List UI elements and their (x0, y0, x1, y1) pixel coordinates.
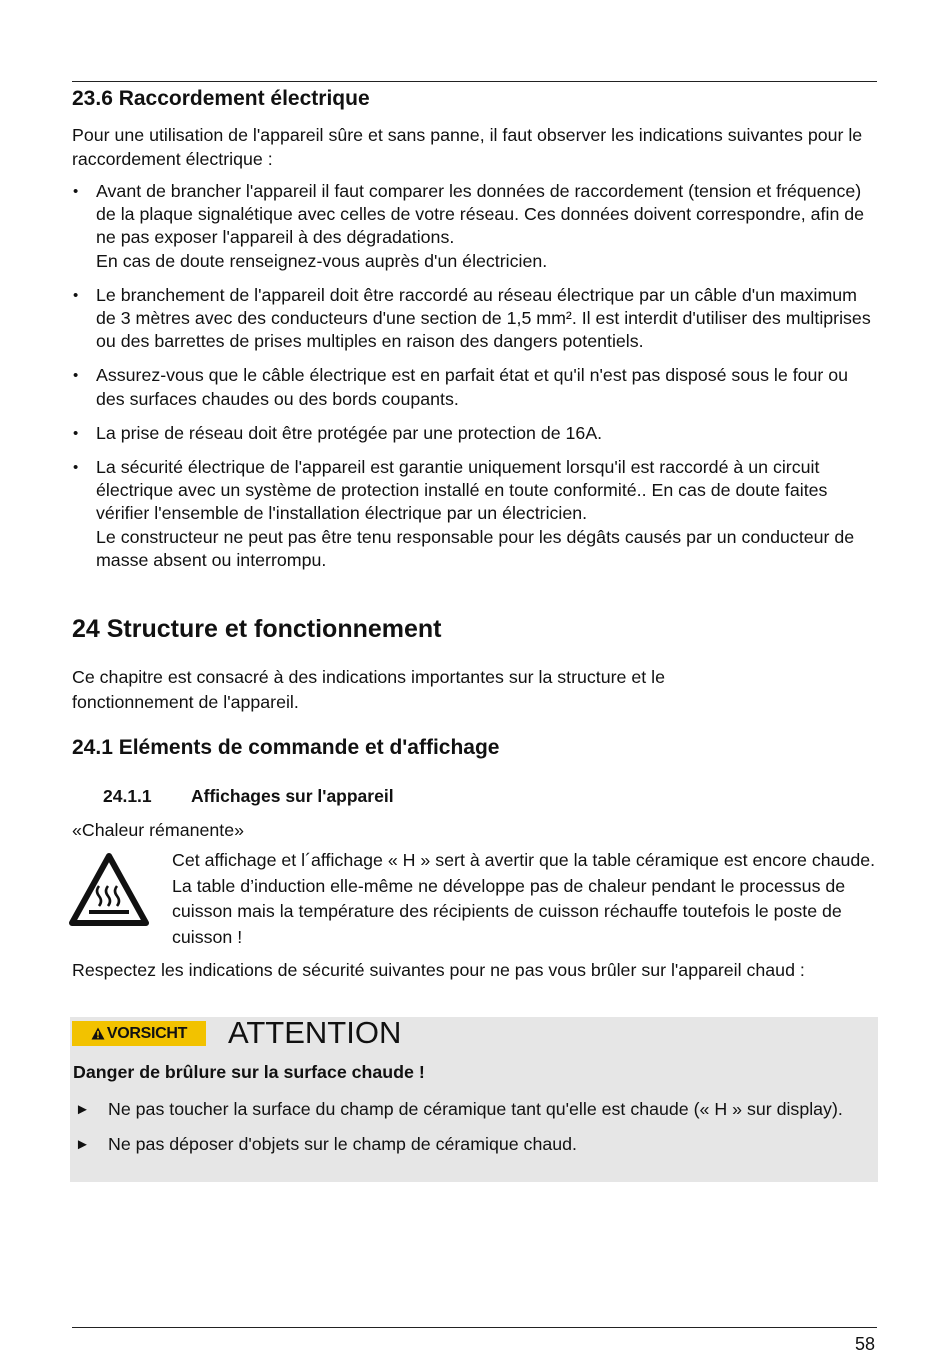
list-item-text: Ne pas déposer d'objets sur le champ de céramique chaud. (108, 1134, 577, 1154)
danger-statement: Danger de brûlure sur la surface chaude ! (73, 1062, 425, 1082)
list-item (72, 422, 878, 445)
badge-label: VORSICHT (106, 1024, 188, 1042)
residual-heat-label: «Chaleur rémanente» (72, 820, 244, 840)
list-item-text: Le branchement de l'appareil doit être raccordé au réseau électrique par un câble d'un maximum de 3 mètres avec des conducteurs d'une section de 1,5 mm². Il est interdit d'utiliser des multiprises ou des barrettes de prises multiples en raison des dangers potentiels. (96, 284, 871, 352)
subsection-number: 24.1.1 (103, 786, 152, 806)
bottom-rule (72, 1327, 877, 1328)
section-title-24-1: 24.1 Eléments de commande et d'affichage (72, 736, 500, 759)
connection-requirements-list (72, 180, 878, 583)
list-item (72, 180, 878, 273)
list-item-text: La sécurité électrique de l'appareil est garantie uniquement lorsqu'il est raccordé à un circuit électrique avec un système de protection installé en toute conformité.. En cas de doute faites vérifier l'ensemble de l'installation électrique par un électricien. (96, 457, 828, 524)
list-item (72, 284, 878, 354)
vorsicht-badge (72, 1021, 206, 1046)
chapter-24-intro: Ce chapitre est consacré à des indications importantes sur la structure et le fonctionnement de l'appareil. (72, 667, 665, 712)
list-item (73, 1132, 873, 1157)
page-number: 58 (854, 1334, 875, 1354)
subsection-title-text: Affichages sur l'appareil (191, 786, 394, 806)
list-item-text-continued: Le constructeur ne peut pas être tenu responsable pour les dégâts causés par un conducteur de masse absent ou interrompu. (96, 526, 855, 570)
residual-heat-description: Cet affichage et l´affichage « H » sert à avertir que la table céramique est encore chaude. La table d’induction elle-même ne développe pas de chaleur pendant le processus de cuisson mais la température des récipients de cuisson réchauffe toutefois le poste de cuisson ! (172, 850, 876, 947)
warning-triangle-icon (91, 1027, 105, 1040)
list-item-text: Ne pas toucher la surface du champ de céramique tant qu'elle est chaude (« H » sur display). (108, 1099, 843, 1119)
hot-surface-warning-icon (68, 852, 150, 928)
section-23-6-intro: Pour une utilisation de l'appareil sûre et sans panne, il faut observer les indications suivantes pour le raccordement électrique : (72, 125, 863, 169)
chapter-title-24: 24 Structure et fonctionnement (72, 615, 442, 643)
list-item-text: Avant de brancher l'appareil il faut comparer les données de raccordement (tension et fréquence) de la plaque signalétique avec celles de votre réseau. Ces données doivent correspondre, afin de ne pas exposer l'appareil à des dégradations. (96, 181, 865, 248)
list-item (72, 364, 878, 410)
top-rule (72, 81, 877, 82)
list-item (73, 1097, 873, 1122)
warning-box (70, 1017, 878, 1182)
warning-heading: ATTENTION (228, 1015, 402, 1050)
list-item-text: La prise de réseau doit être protégée par une protection de 16A. (96, 422, 603, 443)
section-title-23-6: 23.6 Raccordement électrique (72, 87, 370, 110)
subsection-title-24-1-1 (103, 786, 394, 807)
list-item-text: Assurez-vous que le câble électrique est en parfait état et qu'il n'est pas disposé sous le four ou des surfaces chaudes ou des bords coupants. (96, 365, 849, 409)
list-item-text-continued: En cas de doute renseignez-vous auprès d'un électricien. (96, 250, 548, 271)
list-item (72, 456, 878, 572)
safety-intro: Respectez les indications de sécurité suivantes pour ne pas vous brûler sur l'appareil chaud : (72, 960, 805, 980)
warning-instructions-list (73, 1097, 873, 1167)
